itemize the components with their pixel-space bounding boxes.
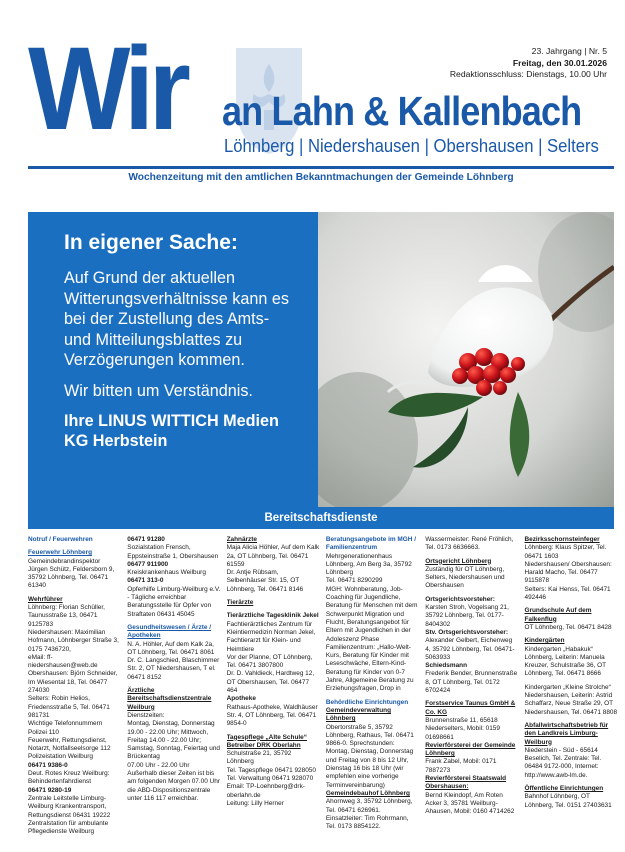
entry-heading: Forstservice Taunus GmbH & Co. KG	[425, 700, 516, 716]
notice-box	[28, 212, 318, 507]
entry-text: Wassermeister: René Fröhlich, Tel. 0173 6636663.	[425, 536, 514, 552]
entry-heading: Wehrführer	[28, 595, 63, 603]
entry-text: Leitung: Lilly Herner	[226, 799, 284, 807]
entry-text: Fachtierärztliches Zentrum für Kleintiermedizin Norman Jekel, Fachtierarzt für Klein- und Heimtiere	[226, 620, 316, 653]
entry-text: N. A. Höhler, Auf dem Kalk 2a, OT Löhnberg, Tel. 06471 8061	[127, 640, 215, 656]
entry-text: 07.00 Uhr - 22.00 Uhr	[127, 761, 190, 769]
entry-heading: Öffentliche Einrichtungen	[524, 785, 604, 793]
entry-text: Brunnenstraße 11, 65618 Niederselters, Mobil: 0159 01698661	[425, 716, 500, 741]
entry-heading: 06471 9280-19	[28, 786, 72, 794]
entry-heading: Tagespflege „Alte Schule“ Betreiber DRK Oberlahn	[226, 733, 307, 749]
entry-text: Alexander Gelbert, Eichenweg 4, 35792 Löhnberg, Tel. 06471-5063933	[425, 637, 515, 661]
masthead-subtitle: Löhnberg | Niedershausen | Obershausen | Selters	[224, 135, 599, 156]
entry-text: Außerhalb dieser Zeiten ist bis am folgenden Morgen 07.00 Uhr die ABD-Dispositionszentrale unter 116 117 erreichbar.	[127, 770, 220, 802]
entry-text: Dienstzeiten:	[127, 711, 165, 719]
section-title-bar: Bereitschaftsdienste	[28, 507, 614, 529]
entry-text: Löhnberg: Florian Schüller, Taunusstraße 13, 06471 9125783	[28, 604, 105, 628]
entry-text: Selters: Robin Helios, Friedensstraße 5, Tel. 06471 981731	[28, 695, 110, 719]
entry-heading: Ortsgericht Löhnberg	[425, 557, 492, 565]
issue-number: 23. Jahrgang | Nr. 5	[531, 46, 607, 56]
entry-text: Opferhilfe Limburg-Weilburg e.V. - Tägliche erreichbar Beratungsstelle für Opfer von Straftaten 06431 45045	[127, 585, 221, 618]
entry-heading: Abfallwirtschaftsbetrieb für den Landkreis Limburg-Weilburg	[524, 721, 609, 746]
entry-text: Tel. Verwaltung 06471 928070	[226, 775, 314, 783]
entry-heading: Revierförsterei Staatswald Obershausen:	[425, 775, 507, 791]
entry-text: Bahnhof Löhnberg, OT Löhnberg, Tel. 0151 27403631	[524, 793, 612, 809]
entry-heading: Gemeindebauhof Löhnberg	[325, 789, 410, 797]
entry-text: Zentralstation für ambulante Pflegedienste Weilburg	[28, 819, 109, 836]
entry-text: Tel. 06471 8290299	[325, 577, 383, 585]
entry-text: Email: TP-Loehnberg@drk-oberlahn.de	[226, 783, 305, 799]
entry-heading: Grundschule Auf dem Falkenflug	[524, 607, 592, 623]
entry-text: Deut. Rotes Kreuz Weilburg: Behindertenfahrdienst	[28, 770, 110, 786]
entry-text: Montag, Dienstag, Donnerstag 19.00 - 22.00 Uhr; Mittwoch, Freitag 14.00 - 22.00 Uhr; Samstag, Sonntag, Feiertag und Brückentag	[127, 720, 220, 761]
entry-text: Obertorstraße 5, 35792 Löhnberg, Rathaus, Tel. 06471 9866-0. Sprechstunden: Montag, Dienstag, Donnerstag und Freitag von 8 bis 12 Uhr, Dienstag 16 bis 18 Uhr (wir empfehlen eine vorherige Terminvereinbarung)	[325, 723, 414, 789]
entry-text: Selters: Kai Henss, Tel. 06471 492446	[524, 585, 611, 602]
issue-info	[450, 46, 607, 81]
notice-thanks: Wir bitten um Verständnis.	[64, 381, 253, 400]
masthead-brand-name: an Lahn & Kallenbach	[222, 88, 582, 134]
entry-text: Niedershausen: Maximilian Hofmann, Löhnberger Straße 3, 0175 7436720,	[28, 628, 119, 653]
emergency-services-columns	[28, 536, 618, 850]
entry-heading: Beratungsangebote im MGH / Familienzentrum	[325, 536, 417, 552]
entry-text: Vor der Planne, OT Löhnberg, Tel. 06471 3807800	[226, 653, 313, 670]
entry-heading: Stv. Ortsgerichtsvorsteher:	[425, 628, 509, 636]
entry-text: Ahornweg 3, 35792 Löhnberg, Tel. 06471 626961.	[325, 798, 413, 814]
entry-heading: Gesundheitswesen / Ärzte / Apotheken	[127, 623, 212, 640]
column-3	[227, 536, 320, 850]
entry-text: Niederstein - Süd - 65614 Beselich, Tel. Zentrale: Tel. 06484 9172-000, Internet: http://www.awb-lm.de.	[524, 746, 602, 779]
holly-snow-image	[318, 212, 614, 507]
notice-signature: Ihre LINUS WITTICH Medien KG Herbstein	[64, 411, 279, 450]
editorial-deadline: Redaktionsschluss: Dienstags, 10.00 Uhr	[449, 69, 607, 79]
notice-title: In eigener Sache:	[64, 231, 238, 254]
entry-text: Gemeindebrandinspektor Jürgen Schütz, Feldersborn 9, 35792 Löhnberg, Tel. 06471 61340	[28, 557, 115, 590]
entry-text: eMail: ff-niedershausen@web.de	[28, 653, 98, 670]
entry-heading: 06471 91280	[127, 536, 165, 543]
entry-text: Einsatzleiter: Tim Rohrmann, Tel. 0173 8854122.	[325, 814, 409, 831]
entry-text: Wichtige Telefonnummern	[28, 720, 103, 728]
holly-snow-photo	[318, 212, 614, 507]
column-6	[524, 536, 617, 850]
entry-text: Zuständig für OT Löhnberg, Selters, Niedershausen und Obershausen	[425, 565, 505, 590]
entry-heading: Behördliche Einrichtungen	[325, 698, 409, 706]
entry-heading: Tierärztliche Tagesklinik Jekel	[226, 612, 319, 620]
entry-heading: Ortsgerichtsvorsteher:	[425, 595, 495, 603]
masthead	[0, 0, 625, 183]
entry-text: Maja Alicia Höhler, Auf dem Kalk 2a, OT Löhnberg, Tel. 06471 61559	[226, 544, 320, 568]
entry-heading: Tierärzte	[226, 599, 254, 607]
entry-text: Familienzentrum: „Hallo-Welt-Kurs, Beratung für Kinder mit Leseschwäche, Eltern-Kind-Beratung für Kinder von 0-7 Jahre, Allgemeine Beratung zu Erziehungsfragen, Drop in	[325, 643, 414, 693]
entry-text: MGH: Wohnberatung, Job-Coaching für Jugendliche, Beratung für Menschen mit dem Schwerpunkt Migration und Flucht, Beratungsangebot für Eltern mit Jugendlichen in der Adoleszenz Phase	[325, 585, 418, 643]
masthead-divider	[28, 166, 614, 169]
entry-heading: Revierförsterei der Gemeinde Löhnberg	[425, 741, 516, 758]
entry-heading: Schiedsmann	[425, 662, 468, 670]
entry-heading: Apotheke	[226, 695, 256, 703]
entry-text: Kindergarten „Kleine Strolche“ Niedershausen, Leiterin: Astrid Schaffarz, Neue Straße 29, OT Niedershausen, Tel. 06471 8808	[524, 683, 618, 716]
entry-heading: Kindergärten	[524, 637, 565, 645]
entry-heading: Ärztliche Bereitschaftsdienstzentrale Weilburg	[127, 687, 212, 711]
entry-heading: Notruf / Feuerwehren	[28, 536, 93, 543]
entry-text: Feuerwehr, Rettungsdienst, Notarzt, Notfallseelsorge 112	[28, 736, 111, 753]
column-1	[28, 536, 121, 850]
entry-heading: Gemeindeverwaltung Löhnberg	[325, 706, 391, 723]
entry-text: Dr. D. Vahldieck, Hardtweg 12, OT Obershausen, Tel. 06477 464	[226, 670, 315, 695]
entry-text: Bernd Kleindopf, Am Roten Acker 3, 35781 Weilburg-Ahausen, Mobil: 0160 4714262	[425, 791, 515, 816]
entry-text: Frederik Bender, Brunnenstraße 8, OT Löhnberg, Tel. 0172 6702424	[425, 670, 518, 695]
entry-heading: Feuerwehr Löhnberg	[28, 549, 93, 557]
column-5	[425, 536, 518, 850]
notice-body: Auf Grund der aktuellen Witterungsverhältnisse kann es bei der Zustellung des Amts- und Mitteilungsblattes zu Verzögerungen kommen.	[64, 269, 289, 369]
entry-text: Polizei 110	[28, 728, 60, 736]
entry-text: Tel. Tagespflege 06471 928050	[226, 766, 316, 774]
entry-text: Obershausen: Björn Schneider, Im Wiesental 18, Tel. 06477 274030	[28, 670, 118, 695]
entry-text: Mehrgenerationenhaus Löhnberg, Am Berg 3a, 35792 Löhnberg	[325, 552, 412, 577]
entry-text: OT Löhnberg, Tel. 06471 8428	[524, 623, 612, 631]
entry-text: Schulstraße 21, 35792 Löhnberg	[226, 750, 292, 766]
entry-text: Löhnberg: Klaus Spitzer, Tel. 06471 1603	[524, 544, 607, 560]
entry-heading: Bezirksschornsteinfeger	[524, 536, 600, 543]
entry-text: Dr. C. Langschied, Blaschimmer Str. 2, OT Niedershausen, T el. 06471 8152	[127, 657, 220, 681]
entry-text: Niedershausen/ Obershausen: Harald Macho, Tel. 06477 9115878	[524, 560, 612, 585]
entry-heading: Zahnärzte	[226, 536, 257, 543]
entry-text: Kindergarten „Habakuk“ Löhnberg, Leiterin: Manuela Kreuzer, Schulstraße 36, OT Löhnberg, Tel. 06471 8666	[524, 645, 606, 678]
entry-text: Frank Zabel, Mobil: 0171 7887273	[425, 758, 497, 774]
entry-text: Rathaus-Apotheke, Waldhäuser Str. 4, OT Löhnberg, Tel. 06471 9854-0	[226, 703, 318, 728]
column-2	[127, 536, 220, 850]
entry-text: Kreiskrankenhaus Weilburg	[127, 569, 206, 577]
entry-text: Dr. Antje Rübsam, Selbenhäuser Str. 15, OT Löhnberg, Tel. 06471 8146	[226, 569, 304, 593]
entry-text: Sozialstation Frensch, Eppsteinstraße 1, Obershausen	[127, 544, 219, 560]
entry-text: Karsten Stroh, Vogelsang 21, 35792 Löhnberg, Tel. 0177-8404302	[425, 604, 509, 628]
entry-heading: 06471 9386-0	[28, 761, 68, 769]
masthead-wir: Wir	[28, 23, 186, 155]
entry-text: Polizeistation Weilburg	[28, 753, 94, 761]
entry-heading: 06477 911900	[127, 560, 169, 568]
masthead-tagline: Wochenzeitung mit den amtlichen Bekanntmachungen der Gemeinde Löhnberg	[128, 172, 514, 183]
entry-text: Zentrale Leitstelle Limburg-Weilburg Krankentransport, Rettungsdienst 06431 19222	[28, 794, 111, 819]
entry-heading: 06471 313-0	[127, 577, 164, 585]
issue-date: Freitag, den 30.01.2026	[512, 57, 607, 68]
column-4	[326, 536, 419, 850]
